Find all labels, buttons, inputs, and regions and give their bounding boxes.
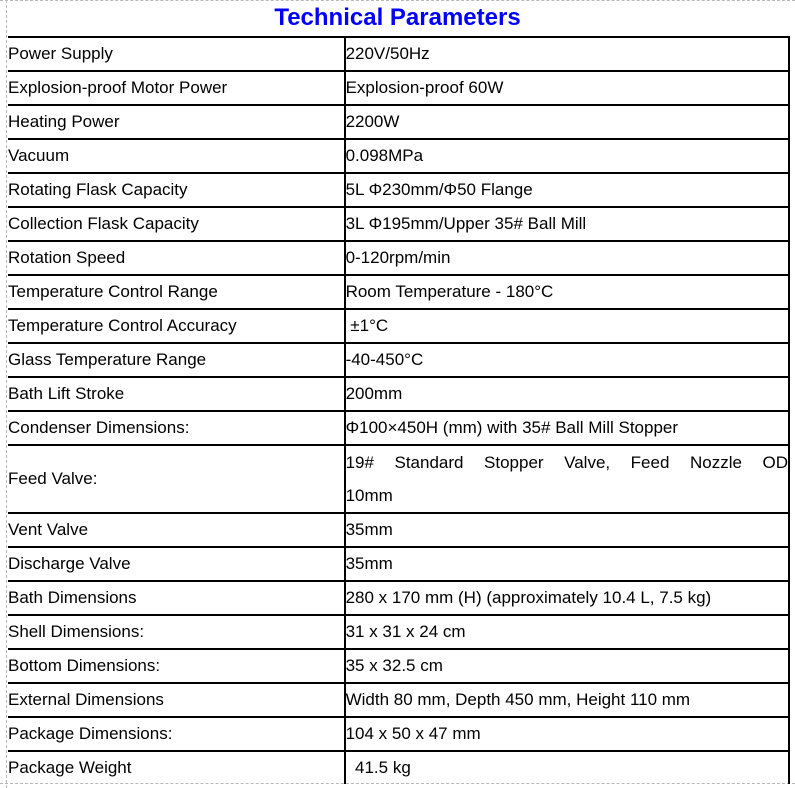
- param-value: 2200W: [345, 105, 789, 139]
- param-label: Package Dimensions:: [8, 717, 345, 751]
- table-row: [8, 173, 789, 207]
- technical-parameters-table: [8, 36, 790, 784]
- page-title: Technical Parameters: [274, 4, 521, 31]
- param-value: 5L Φ230mm/Φ50 Flange: [345, 173, 789, 207]
- param-label: Bath Dimensions: [8, 581, 345, 615]
- param-value: 35mm: [345, 547, 789, 581]
- param-label: Rotation Speed: [8, 241, 345, 275]
- table-row: [8, 751, 789, 784]
- page-guide-left-line: [6, 0, 7, 788]
- table-row: [8, 207, 789, 241]
- table-row: [8, 547, 789, 581]
- param-label: Temperature Control Range: [8, 275, 345, 309]
- param-value: Φ100×450H (mm) with 35# Ball Mill Stopper: [345, 411, 789, 445]
- param-label: Bath Lift Stroke: [8, 377, 345, 411]
- param-value: [345, 445, 789, 513]
- param-value: ±1°C: [345, 309, 789, 343]
- table-row: [8, 717, 789, 751]
- table-row: [8, 445, 789, 513]
- table-row: [8, 139, 789, 173]
- param-label: Vent Valve: [8, 513, 345, 547]
- table-row: [8, 241, 789, 275]
- param-value: 280 x 170 mm (H) (approximately 10.4 L, 7.5 kg): [345, 581, 789, 615]
- table-row: [8, 377, 789, 411]
- table-row: [8, 411, 789, 445]
- param-value: 200mm: [345, 377, 789, 411]
- param-label: Rotating Flask Capacity: [8, 173, 345, 207]
- param-label: Condenser Dimensions:: [8, 411, 345, 445]
- param-value: 0.098MPa: [345, 139, 789, 173]
- table-row: [8, 513, 789, 547]
- param-label: Glass Temperature Range: [8, 343, 345, 377]
- param-value: 0-120rpm/min: [345, 241, 789, 275]
- param-value: 220V/50Hz: [345, 37, 789, 71]
- param-label: Heating Power: [8, 105, 345, 139]
- param-label: Power Supply: [8, 37, 345, 71]
- table-row: [8, 343, 789, 377]
- param-value: Explosion-proof 60W: [345, 71, 789, 105]
- param-label: Temperature Control Accuracy: [8, 309, 345, 343]
- param-value-line: 10mm: [345, 486, 393, 505]
- param-value: 35mm: [345, 513, 789, 547]
- table-row: [8, 105, 789, 139]
- table-row: [8, 71, 789, 105]
- param-value-line: 19# Standard Stopper Valve, Feed Nozzle OD: [345, 453, 788, 472]
- parameters-table-body: [8, 37, 789, 784]
- param-value: -40-450°C: [345, 343, 789, 377]
- table-row: [8, 615, 789, 649]
- param-label: Shell Dimensions:: [8, 615, 345, 649]
- param-value: Room Temperature - 180°C: [345, 275, 789, 309]
- table-row: [8, 275, 789, 309]
- param-label: Collection Flask Capacity: [8, 207, 345, 241]
- param-label: External Dimensions: [8, 683, 345, 717]
- param-label: Explosion-proof Motor Power: [8, 71, 345, 105]
- table-row: [8, 649, 789, 683]
- param-value: 3L Φ195mm/Upper 35# Ball Mill: [345, 207, 789, 241]
- param-label: Bottom Dimensions:: [8, 649, 345, 683]
- table-row: [8, 683, 789, 717]
- param-label: Vacuum: [8, 139, 345, 173]
- param-value: Width 80 mm, Depth 450 mm, Height 110 mm: [345, 683, 789, 717]
- table-row: [8, 581, 789, 615]
- param-label: Package Weight: [8, 751, 345, 784]
- param-value: 31 x 31 x 24 cm: [345, 615, 789, 649]
- param-label: Feed Valve:: [8, 445, 345, 513]
- table-row: [8, 37, 789, 71]
- table-row: [8, 309, 789, 343]
- param-label: Discharge Valve: [8, 547, 345, 581]
- param-value: 41.5 kg: [345, 758, 411, 777]
- param-value: 104 x 50 x 47 mm: [345, 717, 789, 751]
- param-value: 35 x 32.5 cm: [345, 649, 789, 683]
